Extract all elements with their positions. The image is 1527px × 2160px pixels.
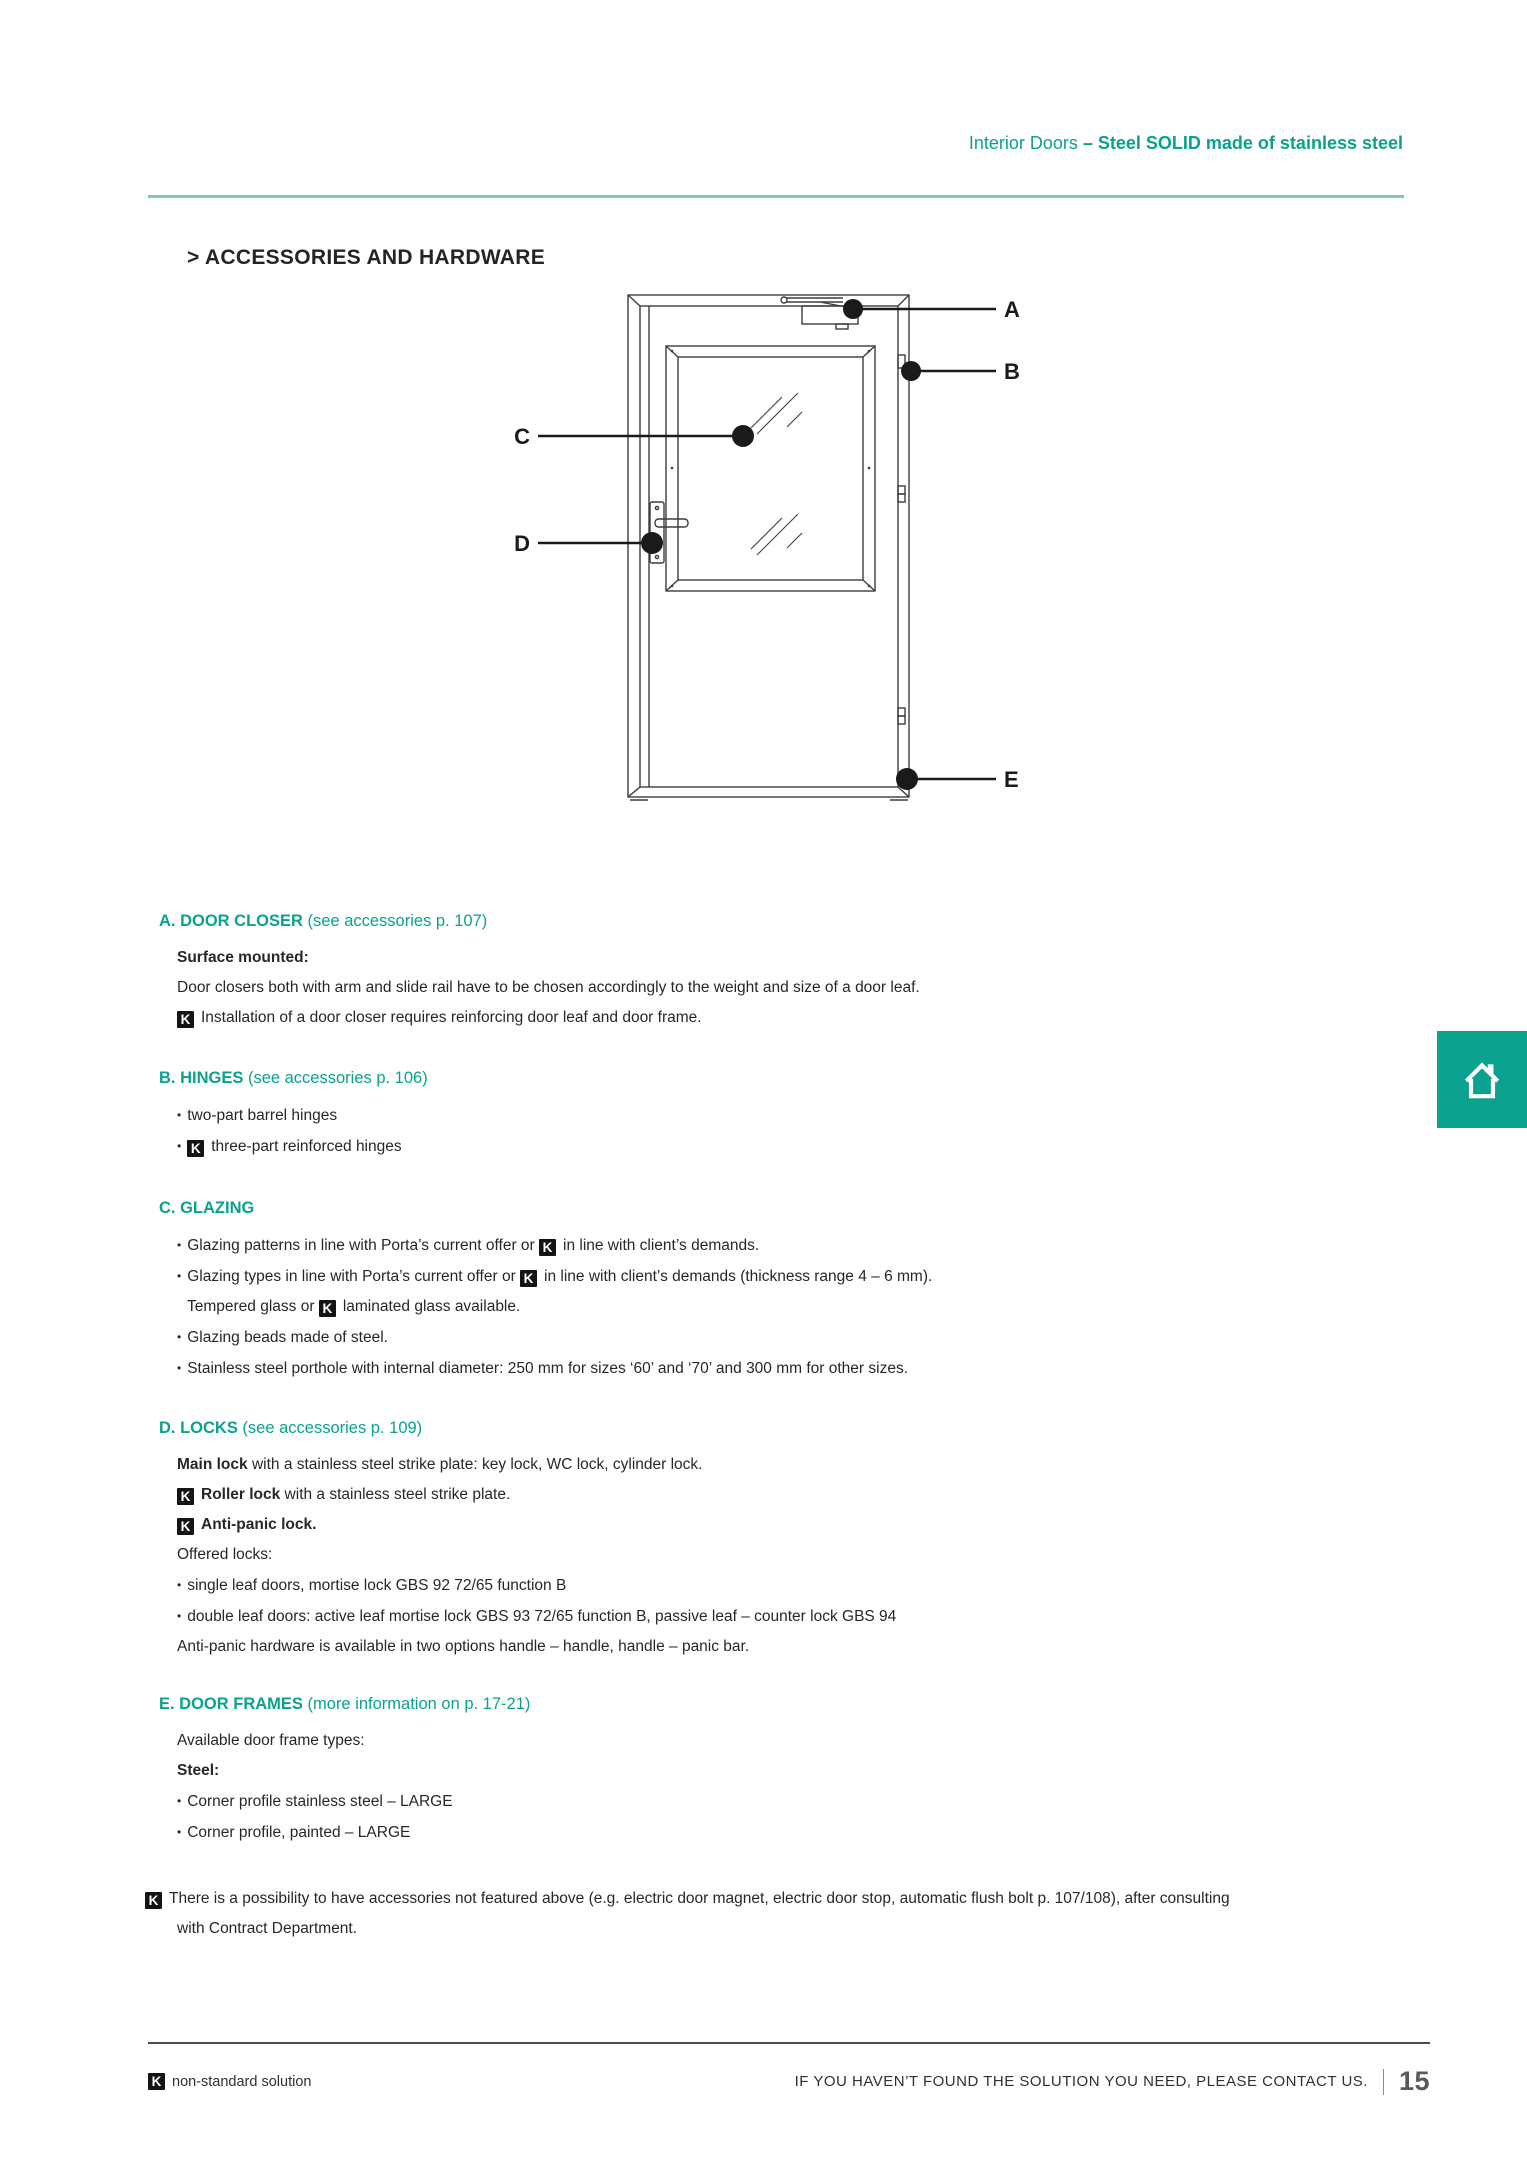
hinges-drawing [898,355,905,724]
non-standard-solution-icon: K [319,1300,336,1317]
section-heading: B. HINGES (see accessories p. 106) [159,1069,428,1087]
text-line: Offered locks: [177,1546,273,1563]
text-line [159,1510,1439,1540]
header-divider [148,195,1404,198]
footer-contact [795,2066,1430,2097]
non-standard-solution-icon: K [177,1488,194,1505]
text-line: • Glazing patterns in line with Porta’s current offer or K in line with client’s demands. [177,1237,760,1255]
page-header-title [969,133,1403,154]
bold-text: Surface mounted: [177,949,309,966]
section-d [159,1419,1439,1662]
non-standard-solution-icon: K [177,1518,194,1535]
footer-contact-text: IF YOU HAVEN’T FOUND THE SOLUTION YOU NEED, PLEASE CONTACT US. [794,2073,1368,2090]
section-heading-note: (more information on p. 17-21) [302,1695,531,1713]
text-line: Door closers both with arm and slide rail have to be chosen accordingly to the weight and size of a door leaf. [177,979,920,996]
text-line: • K three-part reinforced hinges [177,1138,402,1156]
bottom-note [145,1884,1445,1944]
bullet-marker: • [177,1330,182,1344]
non-standard-solution-icon: K [148,2073,165,2090]
text-line: Main lock with a stainless steel strike plate: key lock, WC lock, cylinder lock. [177,1456,703,1473]
text-line: • two-part barrel hinges [177,1107,338,1124]
bold-text: Steel: [177,1762,220,1779]
glass-reflection-lines [751,393,802,555]
section-heading-note: (see accessories p. 107) [302,912,488,930]
text-line: • Corner profile, painted – LARGE [177,1824,411,1841]
text-line: • Stainless steel porthole with internal diameter: 250 mm for sizes ‘60’ and ‘70’ and 300 mm for other sizes. [177,1360,909,1377]
bullet-marker: • [177,1609,182,1623]
section-heading-note: (see accessories p. 106) [243,1069,428,1087]
section-a [159,912,1439,1033]
footer [148,2066,1430,2097]
text-line: • Corner profile stainless steel – LARGE [177,1793,453,1810]
footer-divider [148,2042,1430,2044]
header-title-prefix: Interior Doors [968,133,1083,153]
text-line: Anti-panic hardware is available in two options handle – handle, handle – panic bar. [177,1638,750,1655]
section-b [159,1069,1439,1162]
section-heading-note: (see accessories p. 109) [237,1419,423,1437]
callout-label-c: C [514,424,530,449]
bullet-marker: • [177,1269,182,1283]
text-line: with Contract Department. [177,1920,358,1937]
bullet-marker: • [177,1578,182,1592]
bold-text: Main lock [177,1456,248,1473]
door-diagram [470,285,1060,850]
section-heading: C. GLAZING [159,1199,255,1217]
page-number: 15 [1398,2066,1430,2096]
non-standard-solution-icon: K [520,1270,537,1287]
section-e [159,1695,1439,1848]
text-line: K Installation of a door closer requires reinforcing door leaf and door frame. [159,1003,1439,1033]
text-line: K Roller lock with a stainless steel strike plate. [159,1480,1439,1510]
callout-label-b: B [1004,359,1020,384]
page-title: > ACCESSORIES AND HARDWARE [187,246,546,269]
text-line: Tempered glass or K laminated glass available. [187,1298,521,1316]
bullet-marker: • [177,1108,182,1122]
bold-text: Roller lock [201,1486,281,1503]
bold-text: Anti-panic lock. [201,1516,317,1533]
callout-label-d: D [514,531,530,556]
footer-legend [148,2073,311,2090]
bullet-marker: • [177,1825,182,1839]
house-icon [1459,1057,1505,1103]
text-line [159,943,1439,973]
text-line: Available door frame types: [177,1732,365,1749]
non-standard-solution-icon: K [145,1892,162,1909]
section-heading: E. DOOR FRAMES (more information on p. 17-21) [159,1695,531,1713]
non-standard-solution-icon: K [177,1011,194,1028]
text-line: • Glazing beads made of steel. [177,1329,388,1346]
footer-legend-label: non-standard solution [172,2073,312,2090]
section-heading: D. LOCKS (see accessories p. 109) [159,1419,423,1437]
lock-handle-drawing [650,502,688,563]
door-frame-drawing [628,295,909,800]
text-line: • single leaf doors, mortise lock GBS 92 72/65 function B [177,1577,567,1594]
bullet-marker: • [177,1361,182,1375]
text-line: • Glazing types in line with Porta’s current offer or K in line with client’s demands (thickness range 4 – 6 mm). [177,1268,933,1286]
callout-label-a: A [1004,297,1020,322]
glazing-screws [671,350,871,588]
non-standard-solution-icon: K [539,1239,556,1256]
bullet-marker: • [177,1794,182,1808]
bullet-marker: • [177,1238,182,1252]
text-line: • double leaf doors: active leaf mortise lock GBS 93 72/65 function B, passive leaf – counter lock GBS 94 [177,1608,897,1625]
callout-label-e: E [1004,767,1019,792]
section-heading: A. DOOR CLOSER (see accessories p. 107) [159,912,488,930]
text-line: K There is a possibility to have accessories not featured above (e.g. electric door magnet, electric door stop, automatic flush bolt p. 107/108), after consulting [145,1884,1445,1914]
text-line [159,1756,1439,1786]
section-c [159,1199,1439,1384]
footer-separator [1383,2069,1384,2095]
bullet-marker: • [177,1139,182,1153]
non-standard-solution-icon: K [187,1140,204,1157]
header-title-emphasis: – Steel SOLID made of stainless steel [1082,133,1403,153]
chapter-tab [1437,1031,1527,1128]
